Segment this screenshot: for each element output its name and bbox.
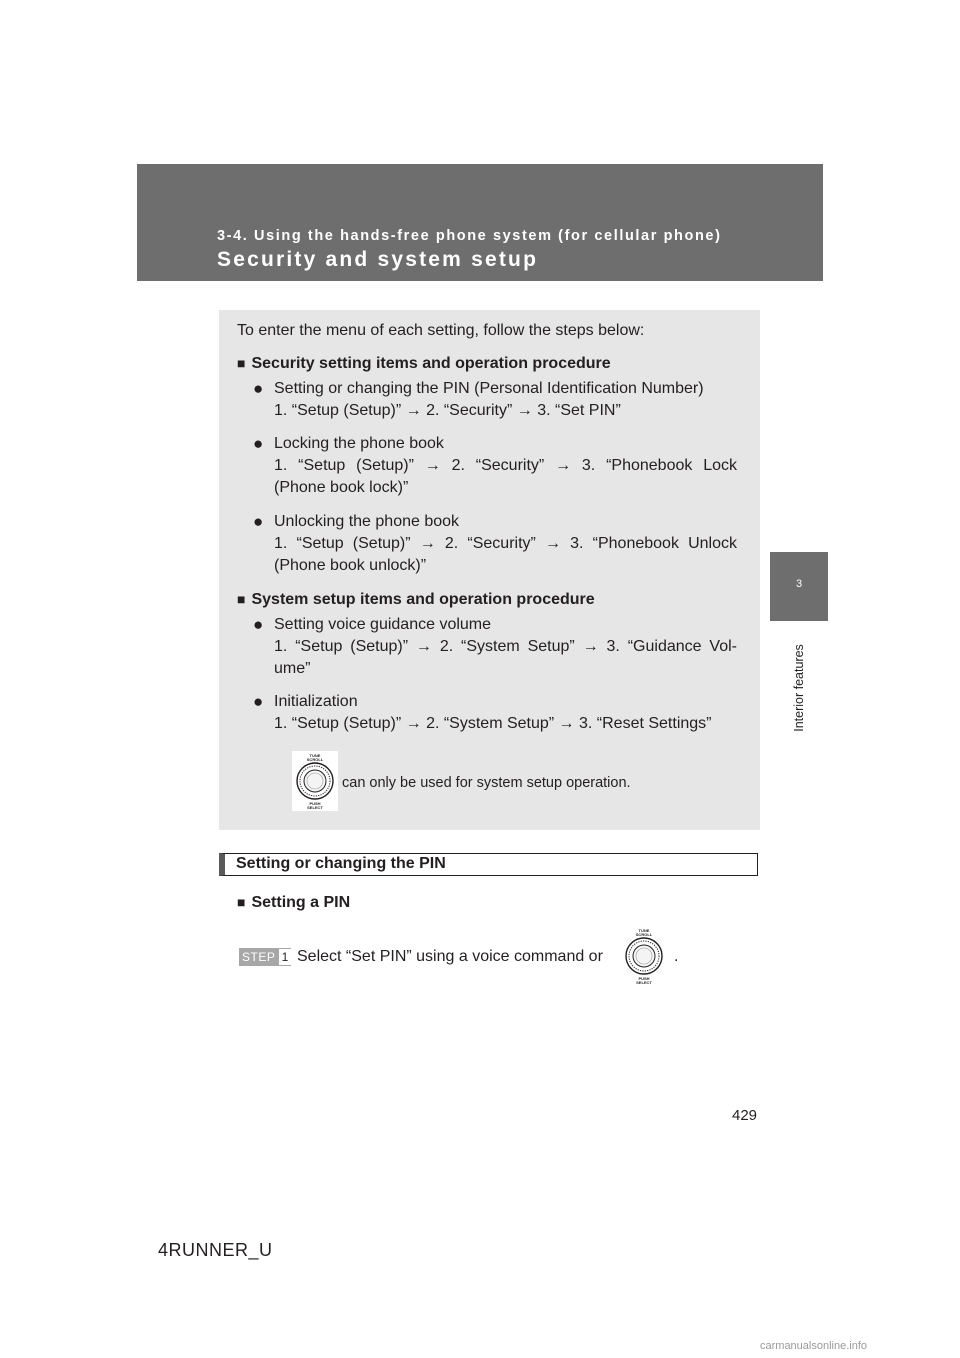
svg-text:SELECT: SELECT (307, 805, 323, 810)
lock-item-steps-cont: (Phone book lock)” (274, 479, 409, 496)
step-1-end: . (674, 948, 679, 965)
step-1-text: Select “Set PIN” using a voice command or (297, 948, 603, 965)
footer-model: 4RUNNER_U (158, 1240, 273, 1260)
svg-text:SCROLL: SCROLL (306, 757, 324, 762)
svg-text:PUSH: PUSH (638, 976, 650, 981)
svg-text:TUNE: TUNE (309, 753, 321, 758)
system-heading: ■ System setup items and operation procedure (237, 591, 595, 608)
page-title: Security and system setup (217, 248, 539, 271)
pin-item-steps: 1. “Setup (Setup)” → 2. “Security” → 3. “Set PIN” (274, 402, 621, 419)
svg-text:SCROLL: SCROLL (635, 932, 653, 937)
chapter-number: 3 (795, 578, 803, 590)
step-label: STEP (242, 950, 276, 964)
circle-bullet-icon: ● (253, 512, 264, 531)
tune-select-knob-icon (292, 751, 338, 811)
info-intro: To enter the menu of each setting, follow the steps below: (237, 322, 645, 339)
init-item-steps: 1. “Setup (Setup)” → 2. “System Setup” → 3. “Reset Settings” (274, 715, 712, 732)
square-bullet-icon: ■ (237, 355, 246, 371)
volume-item-title: Setting voice guidance volume (274, 616, 492, 633)
watermark: carmanualsonline.info (760, 1340, 868, 1352)
unlock-item-steps: 1. “Setup (Setup)” → 2. “Security” → 3. “Phonebook Unlock (274, 535, 737, 552)
step-badge (239, 948, 291, 966)
pin-item-title: Setting or changing the PIN (Personal Identification Number) (274, 380, 704, 397)
circle-bullet-icon: ● (253, 615, 264, 634)
page-number: 429 (732, 1107, 758, 1124)
unlock-item-steps-cont: (Phone book unlock)” (274, 557, 427, 574)
setting-pin-heading: ■ Setting a PIN (237, 894, 351, 911)
circle-bullet-icon: ● (253, 692, 264, 711)
volume-item-steps-cont: ume” (274, 660, 311, 677)
square-bullet-icon: ■ (237, 894, 246, 910)
chapter-header (137, 164, 823, 281)
tune-select-knob-icon (621, 926, 667, 986)
square-bullet-icon: ■ (237, 591, 246, 607)
lock-item-steps: 1. “Setup (Setup)” → 2. “Security” → 3. “Phonebook Lock (274, 457, 737, 474)
subsection-heading (219, 853, 758, 876)
chapter-label: Interior features (792, 644, 806, 732)
security-heading: ■ Security setting items and operation procedure (237, 355, 611, 372)
section-title: 3-4. Using the hands-free phone system (for cellular phone) (217, 228, 722, 244)
step-number: 1 (279, 949, 291, 965)
unlock-item-title: Unlocking the phone book (274, 513, 460, 530)
svg-text:SELECT: SELECT (636, 980, 652, 985)
svg-text:PUSH: PUSH (309, 801, 321, 806)
chapter-tab[interactable] (770, 552, 828, 621)
subsection-heading-text: Setting or changing the PIN (236, 855, 446, 872)
circle-bullet-icon: ● (253, 434, 264, 453)
lock-item-title: Locking the phone book (274, 435, 444, 452)
knob-note: can only be used for system setup operation. (342, 775, 631, 791)
circle-bullet-icon: ● (253, 379, 264, 398)
init-item-title: Initialization (274, 693, 358, 710)
svg-text:TUNE: TUNE (638, 928, 650, 933)
volume-item-steps: 1. “Setup (Setup)” → 2. “System Setup” → 3. “Guidance Vol- (274, 638, 737, 655)
